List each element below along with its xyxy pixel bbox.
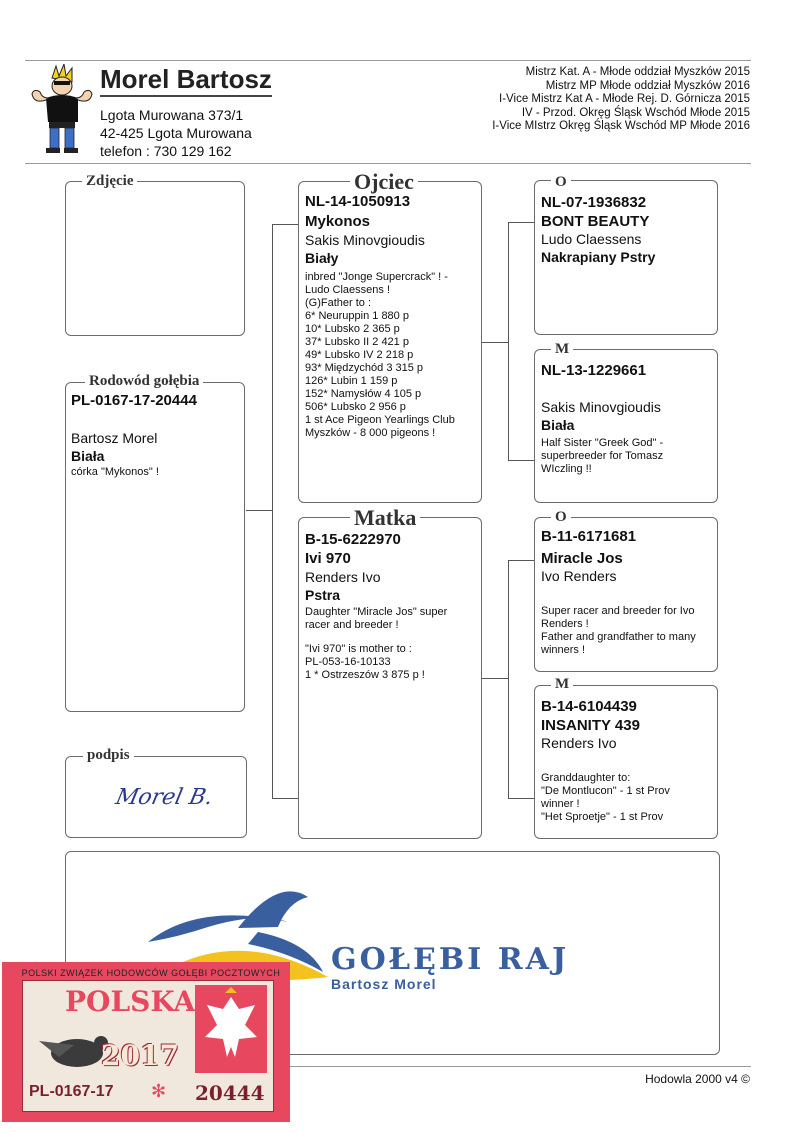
photo-legend: Zdjęcie [82, 174, 137, 189]
pigeon-legend: Rodowód gołębia [85, 374, 203, 389]
logo-subtitle: Bartosz Morel [331, 976, 437, 992]
mother-ring: B-15-6222970 [305, 531, 401, 548]
pigeon-owner: Bartosz Morel [71, 430, 158, 446]
note-line: Ludo Claessens ! [305, 284, 390, 296]
ff-legend: O [551, 175, 571, 190]
father-legend: Ojciec [350, 171, 418, 193]
pigeon-box [65, 382, 245, 712]
header-top-rule [25, 60, 751, 61]
note-line: WIczling !! [541, 463, 592, 475]
mm-box [534, 685, 718, 839]
mf-owner: Ivo Renders [541, 568, 617, 584]
stamp-star-icon: ✻ [151, 1081, 167, 1101]
mother-name: Ivi 970 [305, 550, 351, 567]
note-line: 152* Namysłów 4 105 p [305, 388, 422, 400]
ff-ring: NL-07-1936832 [541, 194, 647, 211]
father-name: Mykonos [305, 213, 371, 230]
connector-line [482, 342, 508, 343]
note-line: 93* Międzychód 3 315 p [305, 362, 424, 374]
fm-owner: Sakis Minovgioudis [541, 399, 661, 415]
father-notes [305, 271, 455, 440]
connector-line [508, 222, 534, 223]
connector-line [482, 678, 508, 679]
mm-name: INSANITY 439 [541, 717, 640, 734]
mother-color: Pstra [305, 587, 341, 603]
father-box [298, 181, 482, 503]
note-line: PL-053-16-10133 [305, 656, 391, 668]
ring-stamp [2, 962, 290, 1122]
mf-name: Miracle Jos [541, 550, 623, 567]
note-line: 506* Lubsko 2 956 p [305, 401, 406, 413]
note-line: inbred "Jonge Supercrack" ! - [305, 271, 448, 283]
note-line: (G)Father to : [305, 297, 372, 309]
achievement-item: Mistrz Kat. A - Młode oddział Myszków 2015 [525, 66, 750, 78]
mm-owner: Renders Ivo [541, 735, 617, 751]
mother-box [298, 517, 482, 839]
note-line: winners ! [541, 644, 586, 656]
fm-legend: M [551, 342, 573, 357]
mother-notes [305, 606, 447, 682]
connector-line [246, 510, 272, 511]
mother-legend: Matka [350, 507, 420, 529]
note-line: Half Sister "Greek God" - [541, 437, 664, 449]
note-spacer [305, 632, 447, 643]
connector-line [508, 798, 534, 799]
connector-line [508, 560, 509, 798]
note-line: "Ivi 970" is mother to : [305, 643, 412, 655]
connector-line [508, 560, 534, 561]
mf-box [534, 517, 718, 672]
connector-line [508, 222, 509, 460]
note-line: winner ! [541, 798, 580, 810]
father-owner: Sakis Minovgioudis [305, 232, 425, 248]
achievement-item: IV - Przod. Okręg Śląsk Wschód Młode 2015 [521, 106, 750, 119]
note-line: Myszków - 8 000 pigeons ! [305, 427, 436, 439]
connector-line [272, 224, 273, 798]
stamp-inner [22, 980, 274, 1112]
note-line: 1 st Ace Pigeon Yearlings Club [305, 414, 455, 426]
polish-eagle-icon [195, 985, 267, 1073]
note-line: Father and grandfather to many [541, 631, 696, 643]
breeder-address-2: 42-425 Lgota Murowana [100, 125, 252, 141]
mf-legend: O [551, 510, 571, 525]
ff-box [534, 180, 718, 335]
signature-legend: podpis [83, 748, 134, 763]
header-bottom-rule [25, 163, 751, 164]
mf-notes [541, 605, 696, 657]
ff-name: BONT BEAUTY [541, 213, 650, 230]
note-line: Super racer and breeder for Ivo [541, 605, 695, 617]
mother-owner: Renders Ivo [305, 569, 381, 585]
mm-notes [541, 772, 670, 824]
note-line: 10* Lubsko 2 365 p [305, 323, 400, 335]
mm-ring: B-14-6104439 [541, 698, 637, 715]
stamp-top-text: POLSKI ZWIĄZEK HODOWCÓW GOŁĘBI POCZTOWYCH [21, 968, 281, 978]
connector-line [272, 798, 298, 799]
note-line: 37* Lubsko II 2 421 p [305, 336, 409, 348]
father-color: Biały [305, 250, 339, 266]
fm-notes [541, 437, 663, 476]
signature-box [65, 756, 247, 838]
note-line: Granddaughter to: [541, 772, 631, 784]
achievements-list [420, 66, 750, 134]
breeder-name: Morel Bartosz [100, 64, 272, 97]
stamp-ring-number: 20444 [195, 1081, 265, 1105]
note-line: 126* Lubin 1 159 p [305, 375, 398, 387]
logo-brand: GOŁĘBI RAJ [331, 942, 570, 977]
photo-box [65, 181, 245, 336]
note-line: racer and breeder ! [305, 619, 399, 631]
note-line: 49* Lubsko IV 2 218 p [305, 349, 414, 361]
note-line: "De Montlucon" - 1 st Prov [541, 785, 670, 797]
ff-color: Nakrapiany Pstry [541, 249, 656, 265]
note-line: 1 * Ostrzeszów 3 875 p ! [305, 669, 425, 681]
mm-legend: M [551, 677, 573, 692]
note-line: Daughter "Miracle Jos" super [305, 606, 448, 618]
fm-box [534, 349, 718, 503]
pigeon-notes: córka "Mykonos" ! [71, 466, 159, 478]
achievement-item: I-Vice Mistrz Kat A - Młode Rej. D. Górnicza 2015 [499, 93, 750, 105]
ff-owner: Ludo Claessens [541, 231, 642, 247]
signature-text: Morel B. [113, 785, 216, 810]
fm-color: Biała [541, 417, 575, 433]
stamp-year: 2017 [101, 1039, 179, 1072]
pigeon-ring: PL-0167-17-20444 [71, 392, 197, 409]
note-line: "Het Sproetje" - 1 st Prov [541, 811, 664, 823]
software-credit: Hodowla 2000 v4 © [645, 1072, 750, 1086]
achievement-item: Mistrz MP Młode oddział Myszków 2016 [545, 79, 750, 92]
connector-line [508, 460, 534, 461]
connector-line [272, 224, 298, 225]
mf-ring: B-11-6171681 [541, 528, 637, 545]
note-line: 6* Neuruppin 1 880 p [305, 310, 409, 322]
breeder-address-1: Lgota Murowana 373/1 [100, 107, 244, 123]
achievement-item: I-Vice MIstrz Okręg Śląsk Wschód MP Młode 2016 [492, 120, 750, 132]
fm-ring: NL-13-1229661 [541, 362, 647, 379]
cartoon-avatar-icon [28, 64, 98, 156]
stamp-ring-prefix: PL-0167-17 [29, 1083, 114, 1100]
pigeon-color: Biała [71, 448, 105, 464]
breeder-phone: telefon : 730 129 162 [100, 143, 232, 159]
note-line: superbreeder for Tomasz [541, 450, 664, 462]
stamp-country: POLSKA [65, 985, 196, 1018]
note-line: Renders ! [541, 618, 589, 630]
father-ring: NL-14-1050913 [305, 193, 411, 210]
